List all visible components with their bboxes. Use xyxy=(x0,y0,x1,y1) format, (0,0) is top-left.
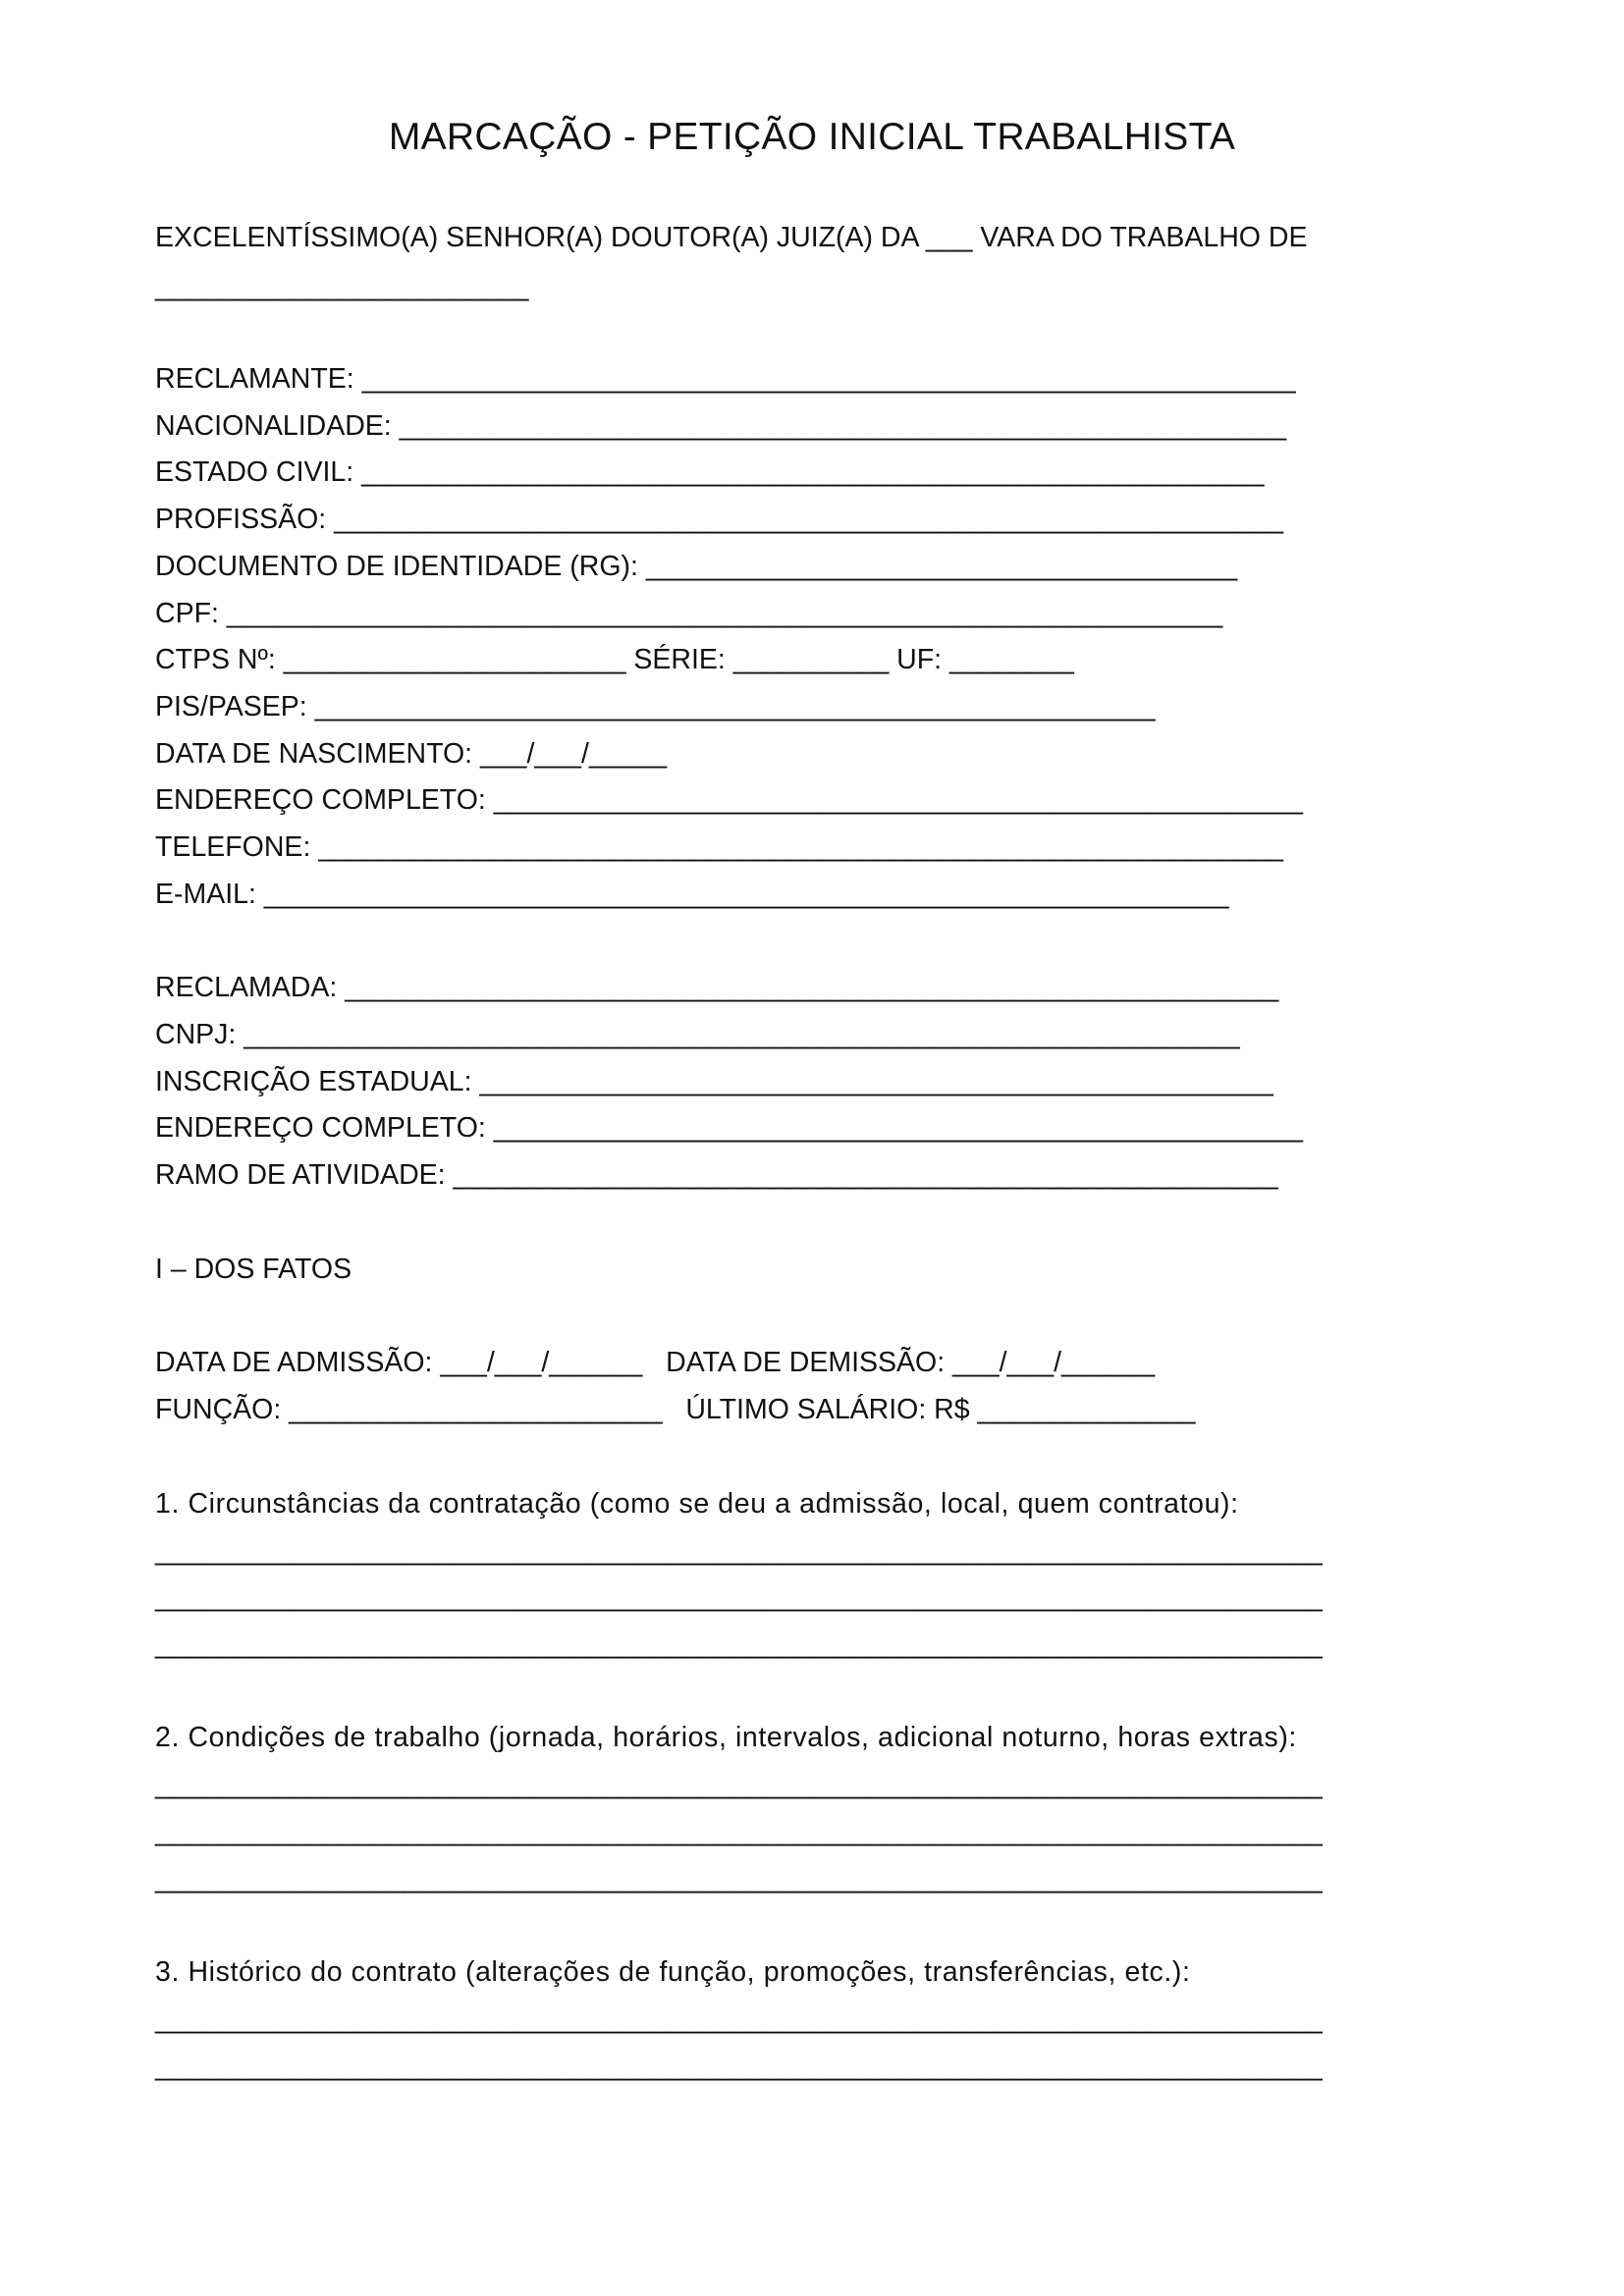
question-2-label: 2. Condições de trabalho (jornada, horários, intervalos, adicional noturno, horas extras): xyxy=(155,1722,1297,1753)
field-estado-civil[interactable]: ESTADO CIVIL: __________________________________________________________ xyxy=(155,456,1265,488)
field-endereco-reclamante[interactable]: ENDEREÇO COMPLETO: ____________________________________________________ xyxy=(155,784,1303,816)
answer-line[interactable]: ___________________________________________________________________________ xyxy=(155,2051,1323,2082)
question-3-label: 3. Histórico do contrato (alterações de função, promoções, transferências, etc.): xyxy=(155,1956,1191,1988)
field-funcao-salario[interactable]: FUNÇÃO: ________________________ ÚLTIMO SALÁRIO: R$ ______________ xyxy=(155,1394,1196,1425)
answer-line[interactable]: ___________________________________________________________________________ xyxy=(155,1816,1323,1847)
field-email[interactable]: E-MAIL: ______________________________________________________________ xyxy=(155,879,1229,910)
field-data-nascimento[interactable]: DATA DE NASCIMENTO: ___/___/_____ xyxy=(155,738,668,770)
answer-line[interactable]: ___________________________________________________________________________ xyxy=(155,1629,1323,1660)
field-pis-pasep[interactable]: PIS/PASEP: ______________________________________________________ xyxy=(155,691,1156,722)
field-cpf[interactable]: CPF: ________________________________________________________________ xyxy=(155,598,1223,629)
section-heading-fatos: I – DOS FATOS xyxy=(155,1254,352,1285)
court-city-blank[interactable]: ________________________ xyxy=(155,271,529,302)
answer-line[interactable]: ___________________________________________________________________________ xyxy=(155,2003,1323,2035)
answer-line[interactable]: ___________________________________________________________________________ xyxy=(155,1863,1323,1895)
field-cnpj[interactable]: CNPJ: ________________________________________________________________ xyxy=(155,1019,1240,1050)
answer-line[interactable]: ___________________________________________________________________________ xyxy=(155,1769,1323,1800)
field-ctps[interactable]: CTPS Nº: ______________________ SÉRIE: __________ UF: ________ xyxy=(155,644,1074,675)
field-endereco-reclamada[interactable]: ENDEREÇO COMPLETO: ____________________________________________________ xyxy=(155,1112,1303,1144)
court-header-line: EXCELENTÍSSIMO(A) SENHOR(A) DOUTOR(A) JUIZ(A) DA ___ VARA DO TRABALHO DE xyxy=(155,222,1308,253)
field-admissao-demissao[interactable]: DATA DE ADMISSÃO: ___/___/______ DATA DE DEMISSÃO: ___/___/______ xyxy=(155,1347,1156,1378)
field-telefone[interactable]: TELEFONE: ______________________________________________________________ xyxy=(155,831,1284,863)
field-nacionalidade[interactable]: NACIONALIDADE: _________________________________________________________ xyxy=(155,410,1287,442)
answer-line[interactable]: ___________________________________________________________________________ xyxy=(155,1581,1323,1613)
field-inscricao-estadual[interactable]: INSCRIÇÃO ESTADUAL: ___________________________________________________ xyxy=(155,1066,1273,1097)
page-title: MARCAÇÃO - PETIÇÃO INICIAL TRABALHISTA xyxy=(388,116,1236,158)
field-reclamante[interactable]: RECLAMANTE: ____________________________________________________________ xyxy=(155,363,1296,395)
question-1-label: 1. Circunstâncias da contratação (como se deu a admissão, local, quem contratou): xyxy=(155,1488,1239,1520)
field-profissao[interactable]: PROFISSÃO: _____________________________________________________________ xyxy=(155,504,1283,535)
field-rg[interactable]: DOCUMENTO DE IDENTIDADE (RG): ______________________________________ xyxy=(155,551,1238,582)
field-reclamada[interactable]: RECLAMADA: ____________________________________________________________ xyxy=(155,972,1279,1003)
answer-line[interactable]: ___________________________________________________________________________ xyxy=(155,1535,1323,1567)
field-ramo-atividade[interactable]: RAMO DE ATIVIDADE: _____________________________________________________ xyxy=(155,1159,1278,1191)
